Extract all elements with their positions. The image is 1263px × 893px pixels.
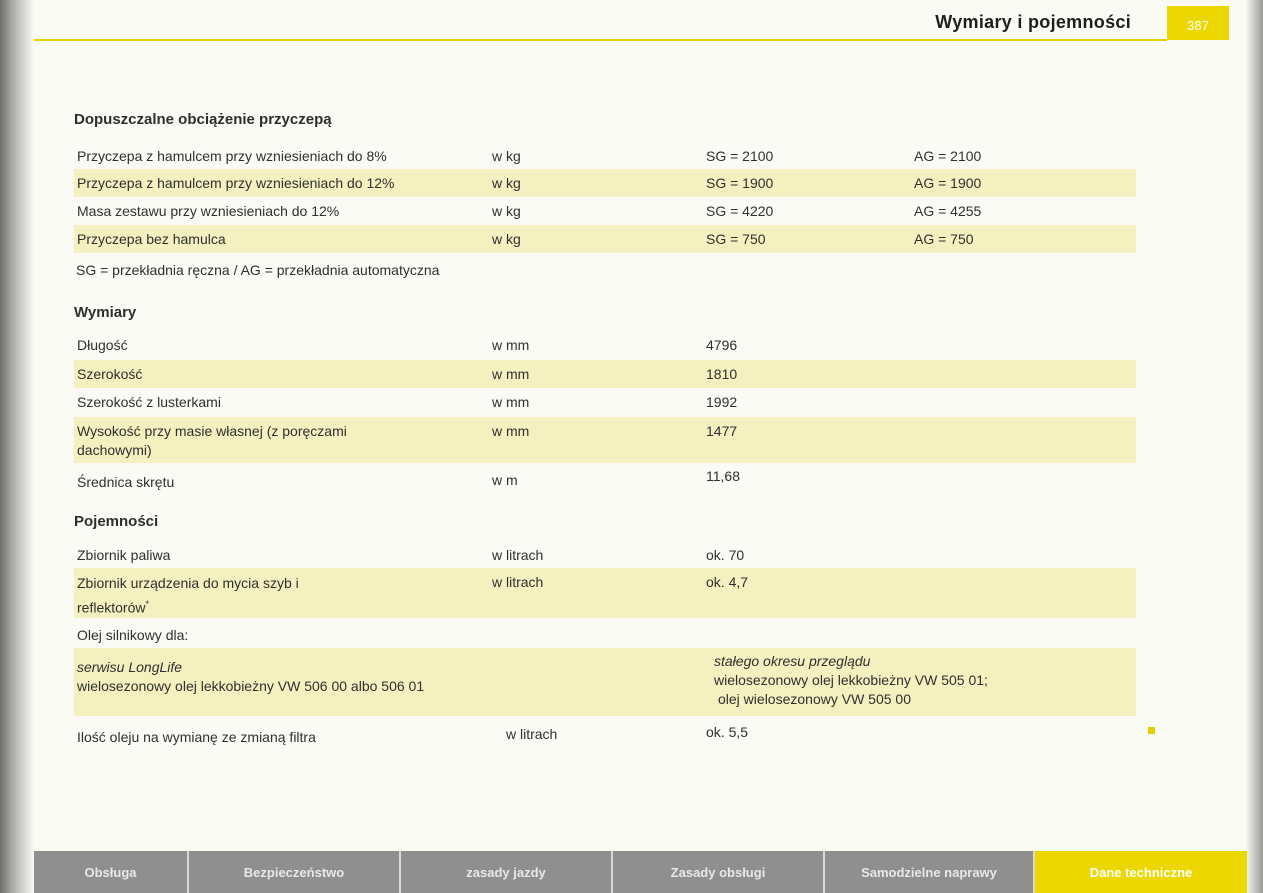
table-row [74, 618, 1136, 648]
row-label: Przyczepa z hamulcem przy wzniesieniach do 12% [77, 175, 395, 191]
row-unit: w litrach [506, 726, 558, 742]
row-value: 4796 [706, 337, 738, 353]
oil-fixed-line1: wielosezonowy olej lekkobieżny VW 505 01; [714, 672, 988, 688]
row-value-sg: SG = 4220 [706, 203, 774, 219]
footer-tab-bar [34, 851, 1247, 893]
tab-samodzielne-naprawy[interactable]: Samodzielne naprawy [825, 851, 1035, 893]
tab-dane-techniczne[interactable]: Dane techniczne [1035, 851, 1247, 893]
row-unit: w litrach [492, 547, 544, 563]
row-value: 1810 [706, 366, 738, 382]
transmission-note: SG = przekładnia ręczna / AG = przekładnia automatyczna [76, 262, 440, 278]
row-value: 1992 [706, 394, 738, 410]
row-value-ag: AG = 4255 [914, 203, 982, 219]
tab-zasady-obslugi[interactable]: Zasady obsługi [613, 851, 825, 893]
row-value: ok. 4,7 [706, 574, 749, 590]
row-label: Przyczepa z hamulcem przy wzniesieniach do 8% [77, 148, 387, 164]
section-heading-trailer: Dopuszczalne obciążenie przyczepą [74, 111, 332, 128]
row-value-ag: AG = 1900 [914, 175, 982, 191]
row-unit: w kg [492, 231, 521, 247]
row-unit: w mm [492, 423, 530, 439]
table-row [74, 225, 1136, 253]
row-value-sg: SG = 2100 [706, 148, 774, 164]
oil-longlife [77, 658, 537, 696]
tab-obsluga[interactable]: Obsługa [34, 851, 189, 893]
row-unit: w kg [492, 148, 521, 164]
tab-bezpieczenstwo[interactable]: Bezpieczeństwo [189, 851, 401, 893]
row-label: Zbiornik paliwa [77, 547, 171, 563]
row-label: Długość [77, 337, 128, 353]
table-row [74, 331, 1136, 360]
row-label: Szerokość [77, 366, 143, 382]
row-unit: w mm [492, 337, 530, 353]
row-label: Ilość oleju na wymianę ze zmianą filtra [77, 729, 316, 745]
table-row [74, 463, 1136, 497]
row-value: ok. 5,5 [706, 724, 749, 740]
row-value: 11,68 [706, 468, 740, 484]
footnote-marker: * [145, 599, 149, 609]
oil-longlife-text: wielosezonowy olej lekkobieżny VW 506 00 albo 506 01 [77, 678, 425, 694]
table-row [74, 648, 1136, 716]
table-row [74, 541, 1136, 568]
row-value-ag: AG = 750 [914, 231, 974, 247]
table-row [74, 360, 1136, 388]
table-row [74, 197, 1136, 225]
washer-tank-label: Zbiornik urządzenia do mycia szyb i reflektorów [77, 575, 299, 616]
row-value: 1477 [706, 423, 738, 439]
section-heading-capacities: Pojemności [74, 513, 159, 530]
row-value-ag: AG = 2100 [914, 148, 982, 164]
page-binding-shadow [0, 0, 34, 893]
table-row [74, 716, 1136, 752]
page-header-title: Wymiary i pojemności [935, 12, 1131, 32]
oil-fixed-line2: olej wielosezonowy VW 505 00 [718, 691, 911, 707]
row-unit: w mm [492, 366, 530, 382]
row-label [77, 573, 362, 619]
row-unit: w litrach [492, 574, 544, 590]
oil-fixed-title: stałego okresu przeglądu [714, 653, 871, 669]
row-unit: w m [492, 472, 518, 488]
row-unit: w mm [492, 394, 530, 410]
row-value-sg: SG = 750 [706, 231, 766, 247]
row-unit: w kg [492, 203, 521, 219]
row-value: ok. 70 [706, 547, 745, 563]
row-label: Olej silnikowy dla: [77, 627, 189, 643]
tab-zasady-jazdy[interactable]: zasady jazdy [401, 851, 613, 893]
page-edge-shadow [1245, 0, 1263, 893]
table-row [74, 142, 1136, 169]
oil-longlife-title: serwisu LongLife [77, 659, 183, 675]
row-value-sg: SG = 1900 [706, 175, 774, 191]
row-label: Masa zestawu przy wzniesieniach do 12% [77, 203, 340, 219]
oil-fixed-interval [714, 652, 1124, 709]
section-end-marker [1148, 727, 1155, 734]
row-label: Wysokość przy masie własnej (z poręczami dachowymi) [77, 423, 347, 458]
table-row [74, 169, 1136, 197]
header-divider [34, 39, 1167, 41]
table-row [74, 417, 1136, 463]
row-label: Szerokość z lusterkami [77, 394, 221, 410]
row-label: Średnica skrętu [77, 474, 175, 490]
table-row [74, 568, 1136, 618]
page-number-badge: 387 [1167, 6, 1229, 40]
section-heading-dimensions: Wymiary [74, 304, 137, 321]
row-unit: w kg [492, 175, 521, 191]
table-row [74, 388, 1136, 417]
row-label: Przyczepa bez hamulca [77, 231, 226, 247]
